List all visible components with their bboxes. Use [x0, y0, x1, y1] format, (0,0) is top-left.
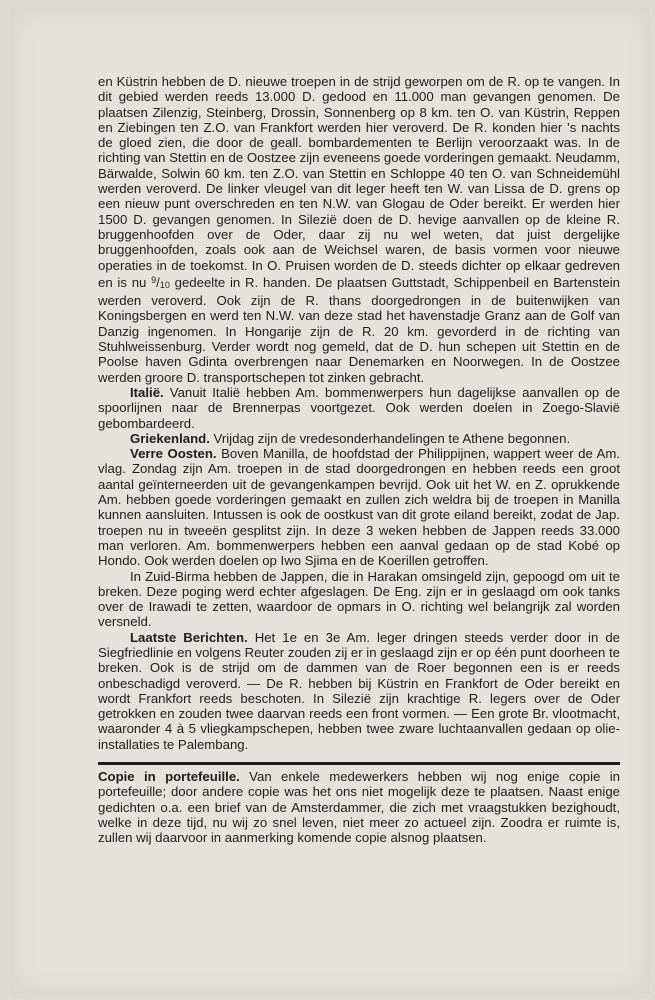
heading-verre-oosten: Verre Oosten. [130, 446, 217, 462]
fraction-numerator: 9 [151, 274, 157, 285]
paragraph-griekenland [98, 431, 620, 446]
paragraph-text-continued: gedeelte in R. handen. De plaatsen Guttstadt, Schippenbeil en Bartenstein werden veroverd. Ook zijn de R. thans doorgedrongen in de buitenwijken van Koningsbergen en werd ten N.W. van deze stad het havenstadje Granz aan de Golf van Danzig ingenomen. In Hongarije zijn de R. 20 km. gevorderd in de richting van Stuhlweissenburg. Verder wordt nog gemeld, dat de D. hun schepen uit Stettin en de Poolse haven Gdinta overbrengen naar Denemarken en Noorwegen. In de Oostzee werden groore D. transportschepen tot zinken gebracht. [98, 274, 620, 385]
paragraph-text: en Küstrin hebben de D. nieuwe troepen in de strijd geworpen om de R. op te vangen. In dit gebied werden reeds 13.000 D. gedood en 11.000 man gevangen genomen. De plaatsen Zilenzig, Steinberg, Drossin, Sonnenberg op 8 km. ten O. van Küstrin, Reppen en Ziebingen ten Z.O. van Frankfort werden hier veroverd. De R. konden hier 's nachts de gloed zien, die door de geall. bombardementen te Berlijn veroorzaakt was. In de richting van Stettin en de Oostzee zijn eveneens goede vorderingen gemaakt. Neudamm, Bärwalde, Solwin 60 km. ten Z.O. van Stettin en Schloppe 40 ten O. van Schneidemühl werden veroverd. De linker vleugel van dit leger heeft ten W. van Lissa de D. grens op een nieuw punt overschreden en ten N.W. van Glogau de Oder bereikt. Er werden hier 1500 D. gevangen genomen. In Silezië doen de D. hevige aanvallen op de kleine R. bruggenhoofden over de Oder, daar zij nu wel weten, dat juist dergelijke bruggenhoofden, zoals ook aan de Weichsel waren, de basis vormen voor nieuwe operaties in de toekomst. In O. Pruisen worden de D. steeds dichter op elkaar gedreven en is nu [98, 74, 620, 290]
verre-oosten-text: Boven Manilla, de hoofdstad der Philippijnen, wappert weer de Am. vlag. Zondag zijn Am. troepen in de stad doorgedrongen en hebben reeds een groot aantal geïnterneerden uit de gevangenkampen bevrijd. Ook uit het W. en Z. oprukkende Am. hebben goede vorderingen gemaakt en zullen zich weldra bij de troepen in Manilla kunnen aansluiten. Intussen is ook de oostkust van dit grote eiland bereikt, zodat de Jap. troepen nu in tweeën gesplitst zijn. In deze 3 weken hebben de Jappen reeds 33.000 man verloren. Am. bommenwerpers hebben een aanval gedaan op de stad Kobé op Hondo. Ook werden doelen op Iwo Sjima en de Koerillen getroffen. [98, 446, 620, 569]
italie-text: Vanuit Italië hebben Am. bommenwerpers hun dagelijkse aanvallen op de spoorlijnen naar de Brennerpas voortgezet. Ook werden doelen in Zoego-Slavië gebombardeerd. [98, 384, 620, 431]
heading-copie-in-portefeuille: Copie in portefeuille. [98, 769, 240, 785]
section-divider [98, 762, 620, 765]
heading-griekenland: Griekenland. [130, 430, 210, 446]
heading-laatste-berichten: Laatste Berichten. [130, 629, 248, 645]
heading-italie: Italië. [130, 384, 164, 400]
paragraph-zuid-birma [98, 569, 620, 630]
paragraph-copie-in-portefeuille [98, 769, 620, 845]
copie-text: Van enkele medewerkers hebben wij nog enige copie in portefeuille; door andere copie was het ons niet mogelijk deze te plaatsen. Naast enige gedichten o.a. een brief van de Amsterdammer, die zich met vraagstukken bezighoudt, welke in deze tijd, nu wij zo snel leven, niet meer zo actueel zijn. Zoodra er ruimte is, zullen wij daarvoor in aanmerking komende copie alsnog plaatsen. [98, 769, 620, 846]
paragraph-eastern-front: en Küstrin hebben de D. nieuwe troepen in de strijd geworpen om de R. op te vangen. In dit gebied werden reeds 13.000 D. gedood en 11.000 man gevangen genomen. De plaatsen Zilenzig, Steinberg, Drossin, Sonnenberg op 8 km. ten O. van Küstrin, Reppen en Ziebingen ten Z.O. van Frankfort werden hier veroverd. De R. konden hier 's nachts de gloed zien, die door de geall. bombardementen te Berlijn veroorzaakt was. In de richting van Stettin en de Oostzee zijn eveneens goede vorderingen gemaakt. Neudamm, Bärwalde, Solwin 60 km. ten Z.O. van Stettin en Schloppe 40 ten O. van Schneidemühl werden veroverd. De linker vleugel van dit leger heeft ten W. van Lissa de D. grens op een nieuw punt overschreden en ten N.W. van Glogau de Oder bereikt. Er werden hier 1500 D. gevangen genomen. In Silezië doen de D. hevige aanvallen op de kleine R. bruggenhoofden over de Oder, daar zij nu wel weten, dat juist dergelijke bruggenhoofden, zoals ook aan de Weichsel waren, de basis vormen voor nieuwe operaties in de toekomst. In O. Pruisen worden de D. steeds dichter op elkaar gedreven en is nu $^9$/10 gedeelte in R. handen. De plaatsen Guttstadt, Schippenbeil en Bartenstein werden veroverd. Ook zijn de R. thans doorgedrongen in de buitenwijken van Koningsbergen en werd ten N.W. van deze stad het havenstadje Granz aan de Golf van Danzig ingenomen. In Hongarije zijn de R. 20 km. gevorderd in de richting van Stuhlweissenburg. Verder wordt nog gemeld, dat de D. hun schepen uit Stettin en de Poolse haven Gdinta overbrengen naar Denemarken en Noorwegen. In de Oostzee werden groore D. transportschepen tot zinken gebracht. [98, 74, 620, 385]
birma-text: In Zuid-Birma hebben de Jappen, die in Harakan omsingeld zijn, gepoogd om uit te breken. Deze poging werd echter afgeslagen. De Eng. zijn er in geslaagd om ook tanks over de Irawadi te zetten, waardoor de opmars in O. richting wel belangrijk zal worden versneld. [98, 568, 620, 630]
paragraph-laatste-berichten [98, 630, 620, 752]
paragraph-italie [98, 385, 620, 431]
text-column [98, 74, 620, 846]
laatste-berichten-text: Het 1e en 3e Am. leger dringen steeds verder door in de Siegfriedlinie en volgens Reuter zouden zij er in geslaagd zijn er op één punt doorheen te breken. Ook is de strijd om de dammen van de Roer begonnen een is er reeds onbeschadigd veroverd. — De R. hebben bij Küstrin en Frankfort de Oder bereikt en wordt Frankfort reeds beschoten. In Silezië zijn krachtige R. legers over de Oder getrokken en zouden twee daarvan reeds een front vormen. — Een grote Br. vlootmacht, waaronder 4 à 5 vliegkampschepen, hebben twee zware luchtaanvallen gedaan op olie-installaties te Palembang. [98, 629, 620, 752]
paragraph-verre-oosten [98, 446, 620, 568]
fraction-denominator: 10 [159, 279, 170, 290]
griekenland-text: Vrijdag zijn de vredesonderhandelingen te Athene begonnen. [209, 430, 571, 446]
document-page [10, 8, 650, 994]
